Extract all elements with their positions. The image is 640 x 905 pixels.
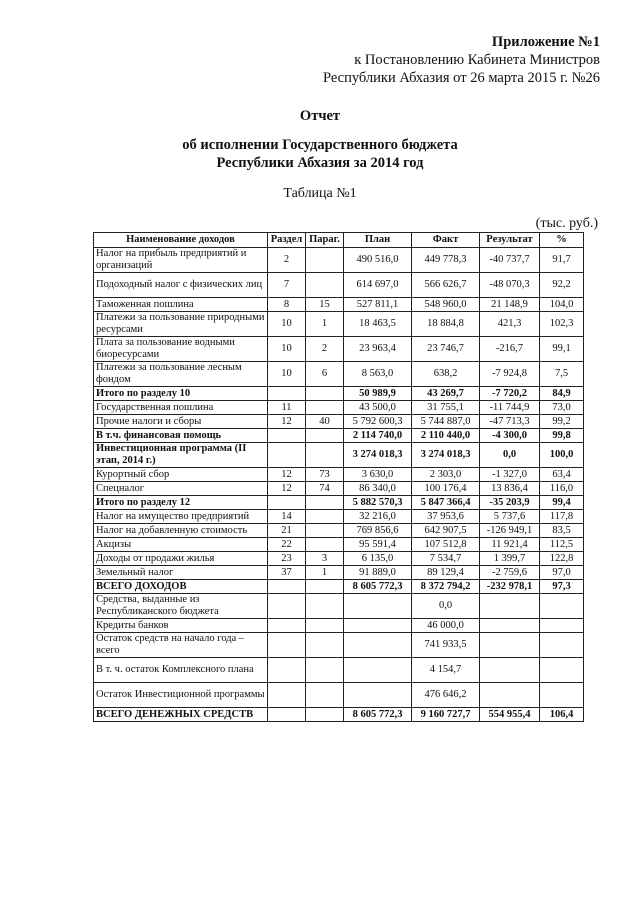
col-header-name: Наименование доходов (94, 233, 268, 248)
row-fact: 3 274 018,3 (412, 443, 480, 468)
row-percent: 99,8 (540, 429, 584, 443)
table-row (94, 496, 584, 510)
col-header-fact: Факт (412, 233, 480, 248)
row-result: 5 737,6 (480, 510, 540, 524)
row-result: -232 978,1 (480, 580, 540, 594)
row-plan: 95 591,4 (344, 538, 412, 552)
row-plan: 2 114 740,0 (344, 429, 412, 443)
row-name: Таможенная пошлина (94, 298, 268, 312)
row-section: 7 (268, 273, 306, 298)
row-name: Кредиты банков (94, 619, 268, 633)
table-row (94, 524, 584, 538)
row-section (268, 429, 306, 443)
row-paragraph (306, 273, 344, 298)
row-section: 10 (268, 312, 306, 337)
row-section (268, 594, 306, 619)
row-paragraph (306, 633, 344, 658)
table-row (94, 312, 584, 337)
row-plan (344, 633, 412, 658)
row-paragraph (306, 683, 344, 708)
table-row (94, 362, 584, 387)
row-percent: 122,8 (540, 552, 584, 566)
row-percent: 106,4 (540, 708, 584, 722)
row-result: 13 836,4 (480, 482, 540, 496)
row-name: Итого по разделу 10 (94, 387, 268, 401)
row-paragraph (306, 510, 344, 524)
row-section: 8 (268, 298, 306, 312)
table-row (94, 708, 584, 722)
row-result (480, 658, 540, 683)
row-plan: 32 216,0 (344, 510, 412, 524)
row-fact: 2 110 440,0 (412, 429, 480, 443)
table-row (94, 538, 584, 552)
row-plan (344, 683, 412, 708)
table-row (94, 443, 584, 468)
row-plan: 8 605 772,3 (344, 708, 412, 722)
row-plan: 8 605 772,3 (344, 580, 412, 594)
row-section (268, 658, 306, 683)
row-name: Налог на прибыль предприятий и организаций (94, 248, 268, 273)
row-result: -11 744,9 (480, 401, 540, 415)
row-name: Доходы от продажи жилья (94, 552, 268, 566)
row-plan: 769 856,6 (344, 524, 412, 538)
row-section: 11 (268, 401, 306, 415)
row-result: 421,3 (480, 312, 540, 337)
row-percent: 99,2 (540, 415, 584, 429)
row-section (268, 580, 306, 594)
row-paragraph (306, 443, 344, 468)
row-section: 22 (268, 538, 306, 552)
row-name: Спецналог (94, 482, 268, 496)
row-plan: 8 563,0 (344, 362, 412, 387)
row-fact: 5 847 366,4 (412, 496, 480, 510)
row-name: Земельный налог (94, 566, 268, 580)
row-fact: 5 744 887,0 (412, 415, 480, 429)
row-result: -126 949,1 (480, 524, 540, 538)
row-percent: 97,0 (540, 566, 584, 580)
row-plan: 6 135,0 (344, 552, 412, 566)
row-paragraph (306, 594, 344, 619)
row-plan: 614 697,0 (344, 273, 412, 298)
table-row (94, 429, 584, 443)
row-result (480, 619, 540, 633)
table-row (94, 401, 584, 415)
row-percent: 104,0 (540, 298, 584, 312)
row-section (268, 387, 306, 401)
row-fact: 23 746,7 (412, 337, 480, 362)
document-subtitle (0, 136, 640, 172)
row-fact: 9 160 727,7 (412, 708, 480, 722)
row-name: Государственная пошлина (94, 401, 268, 415)
table-row (94, 658, 584, 683)
row-percent: 99,1 (540, 337, 584, 362)
row-result: -4 300,0 (480, 429, 540, 443)
row-result: 21 148,9 (480, 298, 540, 312)
table-row (94, 298, 584, 312)
table-number: Таблица №1 (283, 186, 357, 201)
row-result: -35 203,9 (480, 496, 540, 510)
row-name: Подоходный налог с физических лиц (94, 273, 268, 298)
row-name: В т. ч. остаток Комплексного плана (94, 658, 268, 683)
table-row (94, 387, 584, 401)
row-plan: 23 963,4 (344, 337, 412, 362)
row-result (480, 594, 540, 619)
row-percent: 100,0 (540, 443, 584, 468)
row-fact: 43 269,7 (412, 387, 480, 401)
row-result: 1 399,7 (480, 552, 540, 566)
row-section: 23 (268, 552, 306, 566)
row-percent: 97,3 (540, 580, 584, 594)
col-header-percent: % (540, 233, 584, 248)
row-plan (344, 594, 412, 619)
row-percent: 116,0 (540, 482, 584, 496)
row-name: Налог на имущество предприятий (94, 510, 268, 524)
row-section: 12 (268, 468, 306, 482)
appendix-line-2: Республики Абхазия от 26 марта 2015 г. №26 (322, 70, 600, 86)
row-paragraph: 3 (306, 552, 344, 566)
row-result: -48 070,3 (480, 273, 540, 298)
row-section: 21 (268, 524, 306, 538)
document-title: Отчет (299, 108, 341, 124)
row-section: 10 (268, 362, 306, 387)
row-fact: 0,0 (412, 594, 480, 619)
row-name: Остаток средств на начало года – всего (94, 633, 268, 658)
row-name: В т.ч. финансовая помощь (94, 429, 268, 443)
row-name: Остаток Инвестиционной программы (94, 683, 268, 708)
row-result: -7 924,8 (480, 362, 540, 387)
row-section: 12 (268, 482, 306, 496)
row-fact: 37 953,6 (412, 510, 480, 524)
row-paragraph (306, 658, 344, 683)
row-fact: 4 154,7 (412, 658, 480, 683)
row-plan: 5 792 600,3 (344, 415, 412, 429)
row-percent (540, 683, 584, 708)
row-result: 11 921,4 (480, 538, 540, 552)
col-header-section: Раздел (268, 233, 306, 248)
table-header-row (94, 233, 584, 248)
budget-table (93, 232, 584, 722)
row-paragraph (306, 580, 344, 594)
row-name: Платежи за пользование природными ресурсами (94, 312, 268, 337)
table-row (94, 468, 584, 482)
table-row (94, 482, 584, 496)
row-fact: 638,2 (412, 362, 480, 387)
col-header-result: Результат (480, 233, 540, 248)
table-row (94, 566, 584, 580)
row-paragraph: 6 (306, 362, 344, 387)
row-percent: 83,5 (540, 524, 584, 538)
table-row (94, 633, 584, 658)
row-percent: 63,4 (540, 468, 584, 482)
row-name: ВСЕГО ДОХОДОВ (94, 580, 268, 594)
row-percent: 102,3 (540, 312, 584, 337)
row-plan: 5 882 570,3 (344, 496, 412, 510)
row-fact: 8 372 794,2 (412, 580, 480, 594)
row-fact: 741 933,5 (412, 633, 480, 658)
row-fact: 476 646,2 (412, 683, 480, 708)
row-paragraph: 15 (306, 298, 344, 312)
units-label: (тыс. руб.) (535, 216, 598, 231)
table-row (94, 552, 584, 566)
row-fact: 642 907,5 (412, 524, 480, 538)
row-name: Прочие налоги и сборы (94, 415, 268, 429)
subtitle-line-2: Республики Абхазия за 2014 год (216, 155, 424, 171)
table-row (94, 594, 584, 619)
table-row (94, 273, 584, 298)
row-fact: 2 303,0 (412, 468, 480, 482)
row-plan: 3 630,0 (344, 468, 412, 482)
row-percent: 92,2 (540, 273, 584, 298)
row-result: -47 713,3 (480, 415, 540, 429)
row-result: -1 327,0 (480, 468, 540, 482)
row-paragraph: 1 (306, 312, 344, 337)
row-section: 37 (268, 566, 306, 580)
col-header-plan: План (344, 233, 412, 248)
row-fact: 31 755,1 (412, 401, 480, 415)
row-name: Курортный сбор (94, 468, 268, 482)
row-paragraph (306, 524, 344, 538)
row-paragraph (306, 387, 344, 401)
table-row (94, 683, 584, 708)
row-fact: 46 000,0 (412, 619, 480, 633)
row-name: Платежи за пользование лесным фондом (94, 362, 268, 387)
row-section: 14 (268, 510, 306, 524)
row-result: -2 759,6 (480, 566, 540, 580)
row-paragraph: 2 (306, 337, 344, 362)
appendix-label: Приложение №1 (491, 34, 600, 50)
appendix-line-1: к Постановлению Кабинета Министров (354, 52, 600, 68)
table-row (94, 415, 584, 429)
row-paragraph (306, 401, 344, 415)
row-name: ВСЕГО ДЕНЕЖНЫХ СРЕДСТВ (94, 708, 268, 722)
row-percent (540, 633, 584, 658)
row-paragraph (306, 538, 344, 552)
row-plan: 18 463,5 (344, 312, 412, 337)
row-fact: 7 534,7 (412, 552, 480, 566)
row-name: Инвестиционная программа (II этап, 2014 г.) (94, 443, 268, 468)
row-section (268, 683, 306, 708)
row-plan: 527 811,1 (344, 298, 412, 312)
row-name: Плата за пользование водными биоресурсами (94, 337, 268, 362)
table-row (94, 619, 584, 633)
row-paragraph: 1 (306, 566, 344, 580)
row-result: -216,7 (480, 337, 540, 362)
row-plan (344, 619, 412, 633)
row-paragraph (306, 496, 344, 510)
row-percent (540, 619, 584, 633)
row-plan: 43 500,0 (344, 401, 412, 415)
row-percent: 7,5 (540, 362, 584, 387)
row-fact: 89 129,4 (412, 566, 480, 580)
row-percent: 99,4 (540, 496, 584, 510)
row-percent: 84,9 (540, 387, 584, 401)
row-plan (344, 658, 412, 683)
row-fact: 107 512,8 (412, 538, 480, 552)
col-header-paragraph: Параг. (306, 233, 344, 248)
row-result: 554 955,4 (480, 708, 540, 722)
row-percent (540, 658, 584, 683)
row-section (268, 633, 306, 658)
row-plan: 91 889,0 (344, 566, 412, 580)
row-section (268, 619, 306, 633)
row-fact: 449 778,3 (412, 248, 480, 273)
row-percent: 117,8 (540, 510, 584, 524)
row-section: 12 (268, 415, 306, 429)
row-fact: 100 176,4 (412, 482, 480, 496)
row-name: Акцизы (94, 538, 268, 552)
row-paragraph: 73 (306, 468, 344, 482)
subtitle-line-1: об исполнении Государственного бюджета (182, 137, 458, 153)
row-result: -40 737,7 (480, 248, 540, 273)
row-paragraph: 40 (306, 415, 344, 429)
row-name: Налог на добавленную стоимость (94, 524, 268, 538)
row-paragraph: 74 (306, 482, 344, 496)
row-section (268, 708, 306, 722)
row-name: Итого по разделу 12 (94, 496, 268, 510)
table-row (94, 337, 584, 362)
table-row (94, 248, 584, 273)
row-plan: 50 989,9 (344, 387, 412, 401)
row-plan: 490 516,0 (344, 248, 412, 273)
row-result: 0,0 (480, 443, 540, 468)
row-fact: 18 884,8 (412, 312, 480, 337)
row-paragraph (306, 708, 344, 722)
row-section: 10 (268, 337, 306, 362)
row-percent: 112,5 (540, 538, 584, 552)
row-percent: 73,0 (540, 401, 584, 415)
row-paragraph (306, 619, 344, 633)
row-plan: 3 274 018,3 (344, 443, 412, 468)
appendix-header (323, 33, 600, 87)
row-section (268, 443, 306, 468)
table-row (94, 580, 584, 594)
row-result: -7 720,2 (480, 387, 540, 401)
row-fact: 566 626,7 (412, 273, 480, 298)
row-section (268, 496, 306, 510)
table-row (94, 510, 584, 524)
row-paragraph (306, 248, 344, 273)
row-result (480, 683, 540, 708)
row-plan: 86 340,0 (344, 482, 412, 496)
row-percent (540, 594, 584, 619)
row-fact: 548 960,0 (412, 298, 480, 312)
row-paragraph (306, 429, 344, 443)
row-percent: 91,7 (540, 248, 584, 273)
row-section: 2 (268, 248, 306, 273)
row-result (480, 633, 540, 658)
row-name: Средства, выданные из Республиканского бюджета (94, 594, 268, 619)
